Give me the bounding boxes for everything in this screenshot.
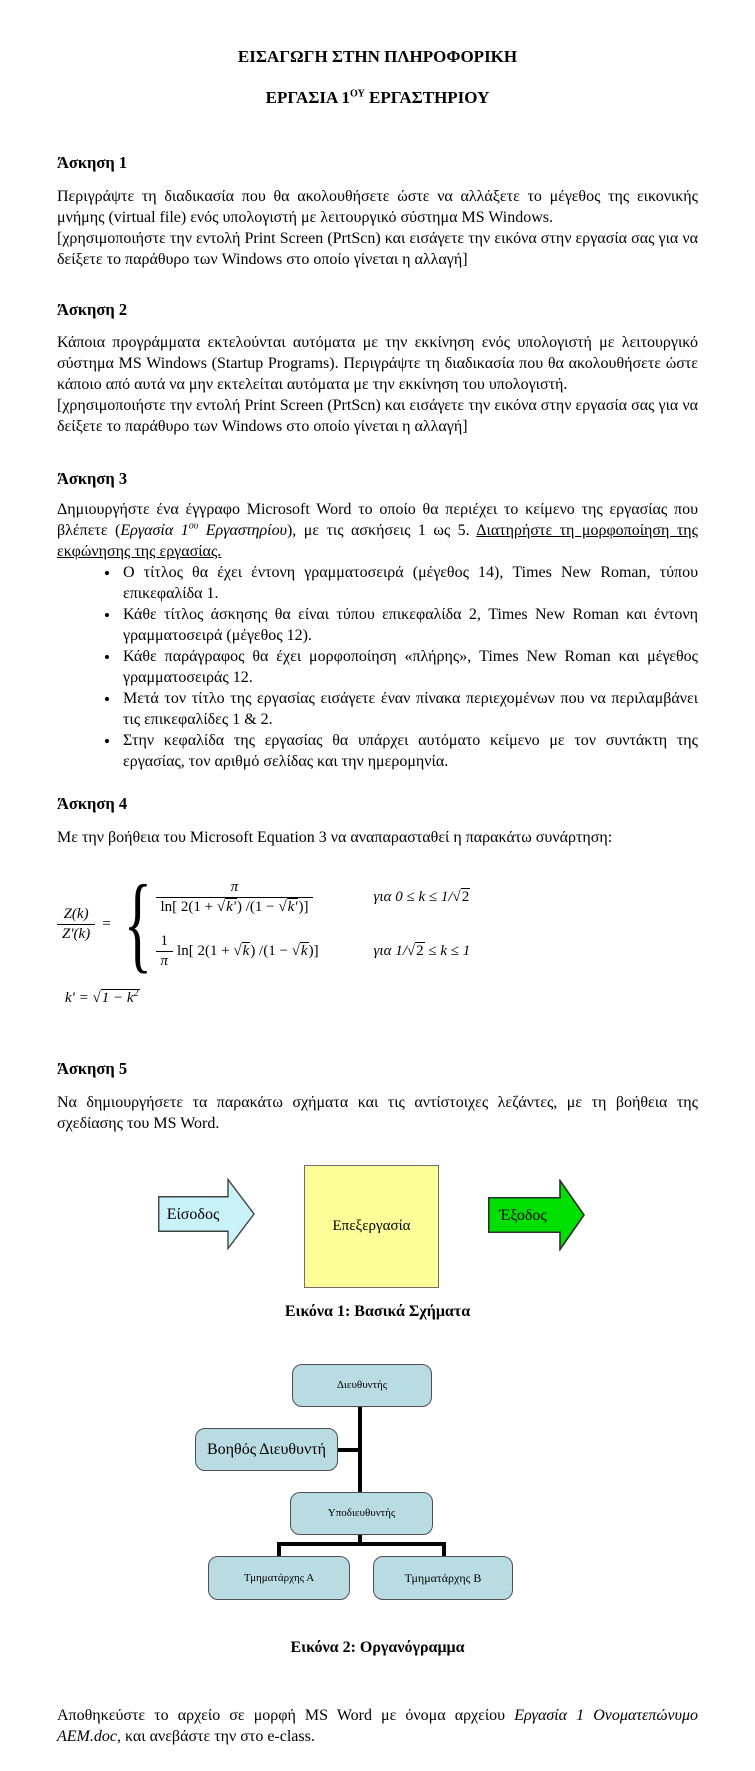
- case-1-denominator: [156, 897, 314, 917]
- sqrt-k: [292, 942, 309, 959]
- radicand-text: 1 − k: [101, 990, 134, 1006]
- case-1-numerator: π: [230, 878, 239, 895]
- case-2-coefficient: [156, 932, 174, 971]
- figure-2-caption: Εικόνα 2: Οργανόγραμμα: [290, 1639, 465, 1656]
- radicand: 2: [461, 888, 470, 905]
- list-item: [120, 646, 698, 688]
- closing-paragraph: [57, 1705, 698, 1747]
- document-title: ΕΙΣΑΓΩΓΗ ΣΤΗΝ ΠΛΗΡΟΦΟΡΙΚΗ: [237, 47, 518, 66]
- subtitle-text: ΕΡΓΑΣΙΑ 1: [265, 88, 351, 107]
- sqrt-k-prime: [278, 898, 298, 915]
- radicand: k: [242, 942, 250, 959]
- case-1-fraction: [156, 878, 314, 917]
- radicand: [101, 989, 140, 1006]
- document-content: [57, 47, 698, 1747]
- sqrt-2: [453, 888, 471, 905]
- condition-text: για 0 ≤ k ≤ 1/: [373, 888, 453, 905]
- bullet-text: Κάθε τίτλος άσκησης θα είναι τύπου επικεφαλίδα 2, Times New Roman και έντονη γραμματοσειρά (μέγεθος 12).: [123, 606, 698, 644]
- bullet-text: Στην κεφαλίδα της εργασίας θα υπάρχει αυτόματο κείμενο με τον συντάκτη της εργασίας, τον αριθμό σελίδας και την ημερομηνία.: [123, 732, 698, 770]
- output-arrow-label: Έξοδος: [499, 1206, 547, 1224]
- radicand: k': [287, 898, 298, 915]
- condition-text: ≤ k ≤ 1: [424, 942, 471, 959]
- closing-filename: Εργασία 1 Ονοματεπώνυμο ΑΕΜ.doc: [57, 1707, 698, 1745]
- org-line-drop-right: [442, 1546, 446, 1556]
- process-box: [304, 1165, 439, 1288]
- bullet-text: Κάθε παράγραφος θα έχει μορφοποίηση «πλήρης», Times New Roman και μέγεθος γραμματοσειράς 12.: [123, 648, 698, 686]
- org-line-assistant-connector: [338, 1448, 360, 1452]
- equation-lhs-fraction: [57, 905, 95, 944]
- exercise-4-heading: Άσκηση 4: [57, 794, 128, 813]
- exercise-2-note: [χρησιμοποιήστε την εντολή Print Screen (PrtScn) και εισάγετε την εικόνα στην εργασία σας για να δείξετε το παράθυρο των Windows στο οποίο γίνεται η αλλαγή]: [57, 397, 698, 435]
- figure-1-caption: Εικόνα 1: Βασικά Σχήματα: [284, 1303, 471, 1320]
- exercise-2-body: Κάποια προγράμματα εκτελούνται αυτόματα με την εκκίνηση ενός υπολογιστή με λειτουργικό σύστημα MS Windows (Startup Programs). Περιγράψτε τη διαδικασία που θα ακολουθήσετε ώστε κάποιο από αυτά να μην εκτελείται αυτόματα με την εκκίνηση του υπολογιστή.: [57, 334, 698, 393]
- lhs-denominator: Z'(k): [57, 924, 95, 944]
- org-node-head-a: Τμηματάρχης Α: [208, 1556, 350, 1600]
- bullet-text: Μετά τον τίτλο της εργασίας εισάγετε έναν πίνακα περιεχομένων που να περιλαμβάνει τις επικεφαλίδες 1 & 2.: [123, 690, 698, 728]
- input-arrow: [158, 1178, 255, 1250]
- sqrt-2: [407, 942, 425, 959]
- exercise-1-body: Περιγράψτε τη διαδικασία που θα ακολουθήσετε ώστε να αλλάξετε το μέγεθος της εικονικής μνήμης (virtual file) ενός υπολογιστή με λειτουργικό σύστημα MS Windows.: [57, 188, 698, 226]
- sqrt-one-minus-k-squared: [93, 989, 140, 1006]
- equation-case-1: [156, 878, 471, 917]
- exercise-3-intro-text: Δημιουργήστε ένα έγγραφο Microsoft Word το οποίο θα περιέχει το κείμενο της εργασίας που βλέπετε (: [57, 501, 698, 539]
- sqrt-k-prime: [217, 898, 237, 915]
- equation-case-2: [156, 932, 471, 971]
- body-text: )]: [308, 942, 319, 959]
- exercise-2-paragraph: [57, 332, 698, 437]
- equation-block: [57, 864, 698, 1008]
- equals-sign: =: [102, 915, 111, 932]
- coef-numerator: 1: [160, 932, 169, 949]
- equation-main-row: [57, 864, 698, 983]
- input-arrow-label: Είσοδος: [166, 1205, 220, 1223]
- equation-cases: [156, 878, 471, 971]
- list-item: [120, 730, 698, 772]
- body-text: ln[ 2(1 +: [177, 942, 234, 959]
- subtitle-text-rest: ΕΡΓΑΣΤΗΡΙΟΥ: [364, 88, 490, 107]
- cases-brace: {: [123, 864, 152, 983]
- bullet-text: Ο τίτλος θα έχει έντονη γραμματοσειρά (μέγεθος 14), Times New Roman, τύπου επικεφαλίδα 1.: [123, 564, 698, 602]
- exercise-3-intro-text-2: ), με τις ασκήσεις 1 ως 5.: [286, 522, 477, 539]
- den-text: ln[ 2(1 +: [160, 898, 217, 915]
- case-1-expression: [156, 878, 374, 917]
- org-line-drop-left: [277, 1546, 281, 1556]
- coef-denominator: π: [156, 951, 174, 971]
- figure-2-orgchart: [57, 1360, 698, 1601]
- exercise-3-underlined-instruction: Διατηρήστε τη μορφοποίηση της εκφώνησης της εργασίας.: [57, 522, 699, 560]
- sqrt-k: [233, 942, 250, 959]
- process-box-label: Επεξεργασία: [332, 1218, 411, 1234]
- closing-text-rest: , και ανεβάστε την στο e-class.: [116, 1728, 315, 1745]
- exercise-3-doc-name: Εργασία 1: [120, 522, 189, 539]
- body-text: ) /(1 −: [250, 942, 292, 959]
- radicand-exponent: 2: [133, 988, 139, 999]
- k-prime-lead: k' =: [65, 990, 93, 1006]
- subtitle-ordinal-superscript: ΟΥ: [350, 88, 365, 100]
- exercise-1-note: [χρησιμοποιήστε την εντολή Print Screen (PrtScn) και εισάγετε την εικόνα στην εργασία σας για να δείξετε το παράθυρο των Windows στο οποίο γίνεται η αλλαγή]: [57, 230, 698, 268]
- org-node-head-b: Τμηματάρχης Β: [373, 1556, 513, 1600]
- exercise-1-paragraph: [57, 186, 698, 270]
- output-arrow: [488, 1179, 585, 1251]
- exercise-5-paragraph: Να δημιουργήσετε τα παρακάτω σχήματα και τις αντίστοιχες λεζάντες, με τη βοήθεια της σχεδίασης του MS Word.: [57, 1094, 698, 1132]
- radicand: k': [226, 898, 236, 915]
- org-node-assistant: Βοηθός Διευθυντή: [195, 1428, 338, 1471]
- list-item: [120, 688, 698, 730]
- exercise-5-heading: Άσκηση 5: [57, 1059, 128, 1078]
- closing-text: Αποθηκεύστε το αρχείο σε μορφή MS Word με όνομα αρχείου: [57, 1707, 515, 1724]
- exercise-3-ordinal-superscript: ου: [188, 520, 199, 532]
- radicand: 2: [416, 942, 424, 959]
- case-2-expression: [156, 932, 374, 971]
- org-line-tbar: [277, 1542, 446, 1546]
- exercise-3-heading: Άσκηση 3: [57, 469, 128, 488]
- case-2-body: [177, 942, 319, 961]
- figure-1-shapes: [57, 1165, 698, 1290]
- den-text: ) /(1 −: [237, 898, 279, 915]
- k-prime-definition: [65, 989, 698, 1008]
- case-1-condition: [374, 888, 471, 907]
- radicand: k: [300, 942, 308, 959]
- case-2-condition: [374, 942, 471, 961]
- list-item: [120, 562, 698, 604]
- exercise-3-doc-name-rest: Εργαστηρίου: [198, 522, 287, 539]
- document-subtitle: [57, 88, 698, 108]
- condition-text: για 1/: [373, 942, 407, 959]
- list-item: [120, 604, 698, 646]
- den-text: )]: [298, 898, 309, 915]
- exercise-3-bullet-list: [57, 562, 698, 772]
- exercise-4-paragraph: Με την βοήθεια του Microsoft Equation 3 να αναπαρασταθεί η παρακάτω συνάρτηση:: [57, 829, 613, 846]
- lhs-numerator: Z(k): [63, 905, 89, 922]
- org-node-deputy: Υποδιευθυντής: [290, 1492, 433, 1535]
- org-node-director: Διευθυντής: [292, 1364, 432, 1407]
- exercise-1-heading: Άσκηση 1: [57, 153, 128, 172]
- exercise-2-heading: Άσκηση 2: [57, 300, 128, 319]
- exercise-3-intro: [57, 499, 698, 562]
